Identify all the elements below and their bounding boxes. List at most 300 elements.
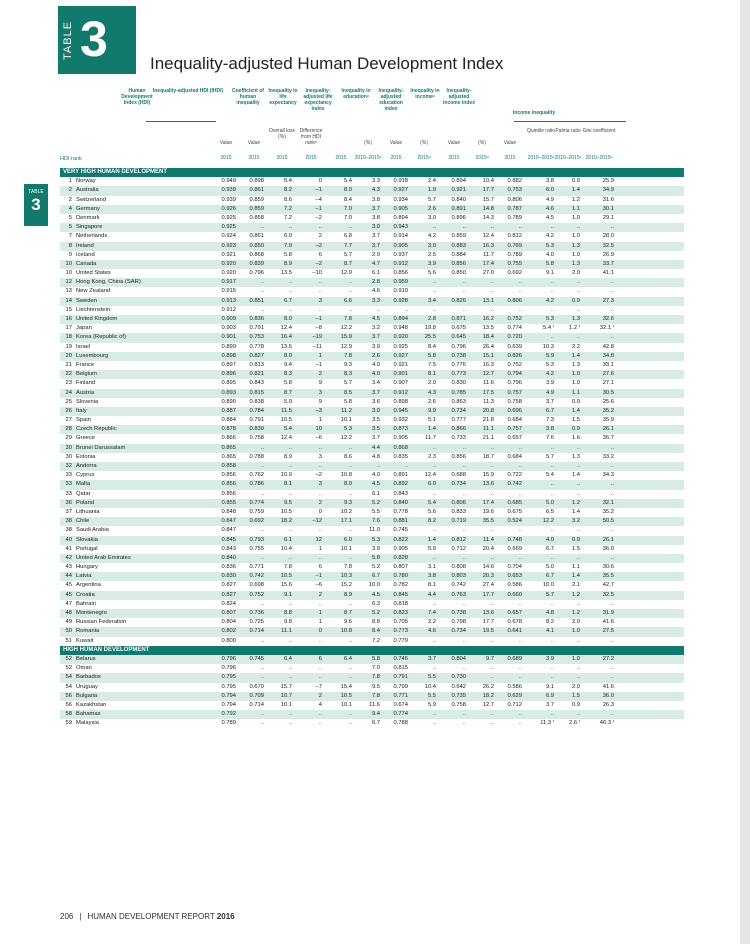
value-cell: 0.752 [507,316,522,322]
value-cell: 0.896 [221,371,236,378]
value-cell: .. [576,665,580,672]
value-cell: 7.6 [545,435,554,442]
value-cell: .. [318,554,322,561]
hdi-rank-cell: 28 [65,426,72,433]
hdi-rank-cell: 54 [65,683,72,690]
value-cell: 0.771 [393,692,408,699]
hdi-rank-cell: 5 [68,224,72,231]
value-cell: 8.0 [343,481,352,488]
hdi-rank-cell: 43 [65,564,72,571]
value-cell: 3.7 [371,435,380,442]
value-cell: .. [462,720,466,727]
value-cell: 0.827 [221,591,236,598]
column-year: 2015 [448,155,460,161]
value-cell: 0.689 [507,655,522,662]
value-cell: 0.791 [249,325,264,332]
value-cell: 3.4 [427,297,436,304]
value-cell: 2 [318,692,322,699]
value-cell: 7.7 [343,242,352,249]
value-cell: 0.755 [249,545,264,552]
value-cell: 3.9 [545,655,554,662]
value-cell: 0 [318,628,322,635]
value-cell: 0.796 [221,665,236,672]
value-cell: 11.1 [281,628,292,635]
value-cell: 0.788 [249,453,264,460]
value-cell: 7.5 [427,361,436,368]
value-cell: 4.2 [427,233,436,240]
value-cell: 7.8 [283,564,292,571]
value-cell: 0.920 [221,270,236,277]
value-cell: 5.3 [545,316,554,322]
value-cell: 35.5 [602,573,614,580]
table-row [60,673,684,682]
value-cell: 13.5 [280,343,292,350]
value-cell: 10.5 [280,573,292,580]
value-cell: 4.6 [427,628,436,635]
value-cell: 6.7 [283,297,292,304]
value-cell: 5.4 [283,178,292,185]
value-cell: –1 [315,187,322,194]
value-cell: .. [550,279,554,286]
value-cell: 1.5 [571,692,580,699]
value-cell: 17.5 [482,389,494,396]
value-cell: 15.7 [280,683,292,690]
value-cell: 0.684 [507,453,522,460]
country-cell: Netherlands [76,233,108,240]
value-cell: .. [348,674,352,681]
hdi-rank-cell: 17 [65,325,72,332]
country-cell: Belgium [76,371,97,378]
value-cell: 0.725 [249,619,264,626]
column-subheader: Value [503,140,517,146]
hdi-rank-cell: 25 [65,398,72,405]
column-subheader: (%) [364,140,372,146]
value-cell: .. [576,674,580,681]
hdi-rank-cell: 10 [65,270,72,277]
value-cell: 17.4 [482,260,494,267]
value-cell: 46.3 ᶠ [599,720,614,727]
value-cell: 13.5 [280,270,292,277]
value-cell: .. [348,600,352,607]
value-cell: 19.6 [482,508,494,515]
table-row [60,333,684,342]
value-cell: 0.758 [507,398,522,405]
value-cell: 10.0 [368,582,380,589]
country-cell: Oman [76,665,92,672]
value-cell: 2.3 [427,453,436,460]
value-cell: 0.828 [393,554,408,561]
value-cell: 4.1 [545,628,554,635]
value-cell: .. [610,527,614,534]
country-cell: Cyprus [76,472,95,479]
value-cell: 1.0 [571,628,580,635]
value-cell: 0.735 [451,692,466,699]
value-cell: 0.714 [249,701,264,708]
column-year: 2015 [335,155,347,161]
column-year: 2010–2015ᶜ [354,155,382,161]
table-row [60,232,684,241]
page-number: 206 [60,912,74,921]
country-cell: Romania [76,628,100,635]
value-cell: –8 [315,325,322,332]
value-cell: 9.4 [283,361,292,368]
value-cell: 0.794 [221,701,236,708]
value-cell: 10.4 [280,545,292,552]
value-cell: 0.903 [221,325,236,332]
hdi-rank-cell: 58 [65,711,72,718]
value-cell: 0.806 [451,499,466,506]
value-cell: 12.4 [280,435,292,442]
country-cell: Switzerland [76,196,106,203]
value-cell: 1 [318,352,322,359]
value-cell: 3 [318,297,322,304]
value-cell: 6.9 [545,692,554,699]
report-year: 2016 [216,912,235,921]
value-cell: .. [376,463,380,469]
value-cell: 5.3 [343,426,352,433]
column-year: 2015 [504,155,516,161]
value-cell: 8.8 [371,619,380,626]
country-cell: Malta [76,481,91,488]
value-cell: .. [576,481,580,488]
value-cell: 0.9 [571,701,580,708]
value-cell: 4.9 [545,389,554,396]
value-cell: 3.7 [371,334,380,341]
value-cell: 0.799 [393,683,408,690]
value-cell: 1.1 [571,564,580,571]
value-cell: .. [518,224,522,231]
value-cell: .. [490,279,494,286]
column-subheader: Palma ratio [555,128,581,134]
value-cell: 0.905 [393,205,408,212]
value-cell: .. [518,288,522,295]
value-cell: 6.7 [371,573,380,580]
value-cell: 0.714 [249,628,264,635]
value-cell: 9.1 [545,683,554,690]
table-row [60,251,684,260]
value-cell: 1.0 [571,251,580,258]
value-cell: .. [610,334,614,341]
value-cell: 0.891 [451,205,466,212]
value-cell: –19 [312,334,322,341]
value-cell: 6.1 [283,536,292,543]
value-cell: .. [348,444,352,451]
value-cell: 5.0 [545,499,554,506]
value-cell: .. [318,637,322,644]
hdi-rank-cell: 45 [65,591,72,598]
value-cell: 0.905 [393,242,408,249]
value-cell: 8.6 [283,196,292,203]
value-cell: 8.3 [283,371,292,378]
value-cell: 8.9 [283,260,292,267]
side-table-tab [24,184,48,226]
value-cell: 42.8 [602,343,614,350]
value-cell: 8.0 [283,352,292,359]
value-cell: 0.752 [507,361,522,368]
value-cell: 2.6 [371,352,380,359]
value-cell: 0.945 [393,407,408,414]
value-cell: 0.905 [393,435,408,442]
value-cell: 9 [318,398,322,405]
table-row [60,471,684,480]
value-cell: 0.843 [249,380,264,387]
hdi-rank-cell: 5 [68,214,72,221]
hdi-rank-cell: 9 [68,251,72,258]
value-cell: 1.4 [571,508,580,515]
value-cell: .. [260,527,264,534]
value-cell: 4.0 [545,251,554,258]
value-cell: 6.8 [343,233,352,240]
value-cell: 5.7 [343,380,352,387]
value-cell: 12.4 [280,325,292,332]
value-cell: 0.791 [249,417,264,424]
group-header: HIGH HUMAN DEVELOPMENT [60,646,684,655]
value-cell: 9.8 [283,619,292,626]
table-row [60,260,684,269]
value-cell: 25.9 [602,178,614,185]
value-cell: 41.1 [602,270,614,277]
value-cell: 3.8 [371,196,380,203]
value-cell: .. [462,711,466,718]
value-cell: 0.795 [221,674,236,681]
country-cell: Croatia [76,591,95,598]
value-cell: 0.896 [451,214,466,221]
value-cell: 11.1 [483,426,494,433]
value-cell: 0.845 [393,591,408,598]
value-cell: .. [288,288,292,295]
value-cell: 12.7 [482,371,494,378]
value-cell: 9 [318,380,322,387]
value-cell: 11.2 [341,407,352,414]
value-cell: 27.2 [602,655,614,662]
value-cell: 0.769 [507,242,522,249]
value-cell: 6.1 [371,490,380,497]
value-cell: 0.734 [451,481,466,488]
value-cell: 0.856 [393,270,408,277]
value-cell: 0.925 [221,214,236,221]
value-cell: .. [610,665,614,672]
value-cell: .. [260,490,264,497]
value-cell: 25.6 [602,398,614,405]
value-cell: 0.813 [249,361,264,368]
value-cell: 0.905 [393,545,408,552]
value-cell: 2 [318,233,322,240]
value-cell: .. [462,279,466,286]
value-cell: –10 [312,270,322,277]
table-row [60,379,684,388]
value-cell: 3.6 [371,398,380,405]
value-cell: 31.6 [602,196,614,203]
value-cell: .. [348,463,352,469]
table-row [60,269,684,278]
value-cell: 6.7 [545,545,554,552]
value-cell: .. [550,665,554,672]
value-cell: 0.712 [451,545,466,552]
value-cell: 11.0 [369,527,380,534]
value-cell: 13.6 [482,481,494,488]
value-cell: .. [518,711,522,718]
value-cell: .. [550,711,554,718]
value-cell: 7.0 [371,665,380,672]
value-cell: 0.789 [221,720,236,727]
value-cell: 0.653 [507,573,522,580]
value-cell: 0.949 [221,178,236,185]
header-rule [514,121,626,122]
value-cell: 0.898 [393,398,408,405]
value-cell: 0.858 [221,463,236,469]
value-cell: .. [518,674,522,681]
value-cell: 4.5 [371,481,380,488]
value-cell: 27.6 [602,371,614,378]
value-cell: 27.4 [482,582,494,589]
country-cell: Qatar [76,490,91,497]
value-cell: .. [432,665,436,672]
value-cell: 0.925 [393,343,408,350]
table-row [60,177,684,186]
value-cell: 4.0 [371,371,380,378]
value-cell: 32.1 ᶠ [599,325,614,332]
value-cell: 3.7 [371,205,380,212]
value-cell: 0.738 [451,610,466,616]
value-cell: 3.9 [371,545,380,552]
column-group-header: Inequality in educationᵃ [341,88,371,100]
value-cell: 5.8 [371,554,380,561]
value-cell: 0.830 [249,426,264,433]
value-cell: .. [550,490,554,497]
value-cell: .. [288,674,292,681]
table-row [60,370,684,379]
value-cell: .. [260,637,264,644]
value-cell: .. [576,711,580,718]
value-cell: 27.3 [602,297,614,304]
value-cell: 0.9 [571,398,580,405]
value-cell: 3.7 [371,233,380,240]
value-cell: .. [288,490,292,497]
value-cell: 17.4 [482,499,494,506]
value-cell: 0.779 [393,637,408,644]
value-cell: 16.4 [280,334,292,341]
value-cell: 0.753 [507,187,522,194]
hdi-rank-cell: 30 [65,444,72,451]
value-cell: 18.4 [482,334,494,341]
value-cell: 5.3 [545,361,554,368]
value-cell: 8.2 [283,187,292,194]
value-cell: 36.7 [602,435,614,442]
value-cell: .. [550,481,554,488]
table-row [60,205,684,214]
value-cell: 0.793 [249,536,264,543]
table-row [60,278,684,287]
value-cell: .. [288,554,292,561]
value-cell: 12 [315,536,322,543]
value-cell: 0.859 [249,196,264,203]
value-cell: 0.786 [249,481,264,488]
value-cell: 11.3 [483,398,494,405]
value-cell: 0.901 [393,371,408,378]
value-cell: 3.1 [427,564,436,571]
column-group-header: Inequality-adjusted income index [443,88,475,106]
value-cell: 1.2 [571,196,580,203]
value-cell: .. [490,554,494,561]
value-cell: 2.0 [427,380,436,387]
value-cell: 1.3 [571,260,580,267]
column-subheader: Quintile ratio [526,128,556,134]
value-cell: 0.850 [451,270,466,277]
value-cell: .. [490,527,494,534]
table-row [60,618,684,627]
value-cell: .. [518,279,522,286]
value-cell: 1 [318,610,322,616]
country-cell: Korea (Republic of) [76,334,126,341]
table-row [60,572,684,581]
hdi-rank-cell: 45 [65,582,72,589]
value-cell: 9.3 [343,499,352,506]
country-cell: Iceland [76,251,95,258]
value-cell: 26.1 [602,426,614,433]
country-cell: Canada [76,260,97,267]
value-cell: 0.794 [507,371,522,378]
country-cell: Norway [76,178,96,185]
value-cell: 0.736 [249,610,264,616]
value-cell: 0.719 [451,518,466,525]
column-subheader: Difference from HDI rankᵇ [299,128,323,146]
value-cell: 4.5 [371,316,380,322]
value-cell: –2 [315,260,322,267]
value-cell: 10.5 [340,692,352,699]
value-cell: .. [610,306,614,313]
value-cell: 19.5 [482,628,494,635]
value-cell: .. [518,463,522,469]
value-cell: 10.2 [340,508,352,515]
value-cell: 0.9 [571,426,580,433]
value-cell: 0.838 [249,398,264,405]
value-cell: 0.921 [221,251,236,258]
value-cell: 4.4 [427,591,436,598]
value-cell: 17.7 [482,591,494,598]
value-cell: .. [318,224,322,231]
value-cell: 6.7 [371,720,380,727]
value-cell: 7.6 [371,518,380,525]
value-cell: 0.763 [451,591,466,598]
value-cell: 0.884 [221,417,236,424]
value-cell: 26.3 [602,701,614,708]
value-cell: 1.2 [571,610,580,616]
value-cell: .. [610,481,614,488]
value-cell: 16.3 [482,361,494,368]
value-cell: 0.9 [571,297,580,304]
value-cell: 32.5 [602,591,614,598]
value-cell: .. [404,306,408,313]
value-cell: 5.8 [283,251,292,258]
value-cell: .. [260,711,264,718]
value-cell: 0.712 [507,701,522,708]
value-cell: 36.0 [602,692,614,699]
country-cell: Slovenia [76,398,99,405]
value-cell: 0.927 [393,187,408,194]
value-cell: .. [432,637,436,644]
country-cell: Czech Republic [76,426,117,433]
value-cell: 0.796 [249,270,264,277]
value-cell: 14.3 [482,214,494,221]
value-cell: –4 [315,196,322,203]
country-cell: Argentina [76,582,101,589]
value-cell: 4.4 [371,444,380,451]
country-cell: Kazakhstan [76,701,107,708]
value-cell: 0.586 [507,683,522,690]
value-cell: .. [432,720,436,727]
value-cell: 21.1 [482,435,494,442]
value-cell: 0.796 [507,380,522,387]
